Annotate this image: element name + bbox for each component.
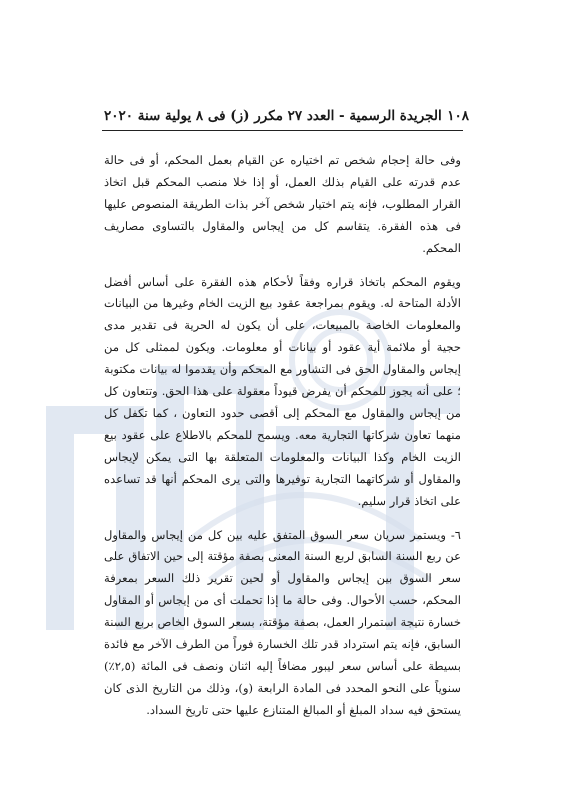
item-text: ويستمر سريان سعر السوق المتفق عليه بين كل من إيجاس والمقاول عن ربع السنة السابق لربع السنة المعنى بصفة مؤقتة إلى حين الاتفاق على سعر السوق بين إيجاس والمقاول أو لحين تقرير ذلك السعر بمعرفة المحكم، حسب الأحوال. وفى حالة ما إذا تحملت أى من إيجاس أو المقاول خسارة نتيجة استمرار العمل، بصفة مؤقتة، بسعر السوق الخاص بربع السنة السابق، فإنه يتم استرداد قدر تلك الخسارة فوراً من الطرف الآخر مع فائدة بسيطة على أساس سعر ليبور مضافاً إليه اثنان ونصف فى المائة (٢,٥٪) سنوياً على النحو المحدد فى المادة الرابعة (و)، وذلك من التاريخ الذى كان يستحق فيه سداد المبلغ أو المبالغ المتنازع عليها حتى تاريخ السداد.	[104, 527, 461, 717]
paragraph: وفى حالة إحجام شخص تم اختياره عن القيام بعمل المحكم، أو فى حالة عدم قدرته على القيام بذلك العمل، أو إذا خلا منصب المحكم قبل اتخاذ القرار المطلوب، فإنه يتم اختيار شخص آخر بذات الطريقة المنصوص عليها فى هذه الفقرة. يتقاسم كل من إيجاس والمقاول بالتساوى مصاريف المحكم.	[104, 153, 461, 255]
page-header	[104, 108, 469, 130]
page-number: ١٠٨	[447, 108, 469, 124]
gazette-title: الجريدة الرسمية - العدد ٢٧ مكرر (ز) فى ٨ يولية سنة ٢٠٢٠	[104, 108, 442, 124]
header-divider	[102, 130, 463, 131]
numbered-item	[104, 525, 461, 722]
paragraph-gap	[104, 260, 461, 272]
item-number: ٦-	[450, 527, 461, 542]
paragraph: ويقوم المحكم باتخاذ قراره وفقاً لأحكام هذه الفقرة على أساس أفضل الأدلة المتاحة له. ويقوم بمراجعة عقود بيع الزيت الخام وغيرها من البيانات والمعلومات الخاصة بالمبيعات، على أن يكون له الحرية فى تقدير مدى حجية أو ملائمة أية عقود أو بيانات أو معلومات. ويكون لممثلى كل من إيجاس والمقاول الحق فى التشاور مع المحكم وأن يقدموا له بيانات مكتوبة ؛ على أنه يجوز للمحكم أن يفرض قيوداً معقولة على هذا الحق. وتتعاون كل من إيجاس والمقاول مع المحكم إلى أقصى حدود التعاون ، كما تكفل كل منهما تعاون شركاتها التجارية معه. ويسمح للمحكم بالاطلاع على عقود بيع الزيت الخام وكذا البيانات والمعلومات المتعلقة بها التى يمكن لإيجاس والمقاول أو شركاتهما التجارية توفيرها والتى يرى المحكم أنها قد تساعده على اتخاذ قرار سليم.	[104, 274, 461, 508]
document-body	[104, 150, 461, 722]
paragraph-gap	[104, 513, 461, 525]
